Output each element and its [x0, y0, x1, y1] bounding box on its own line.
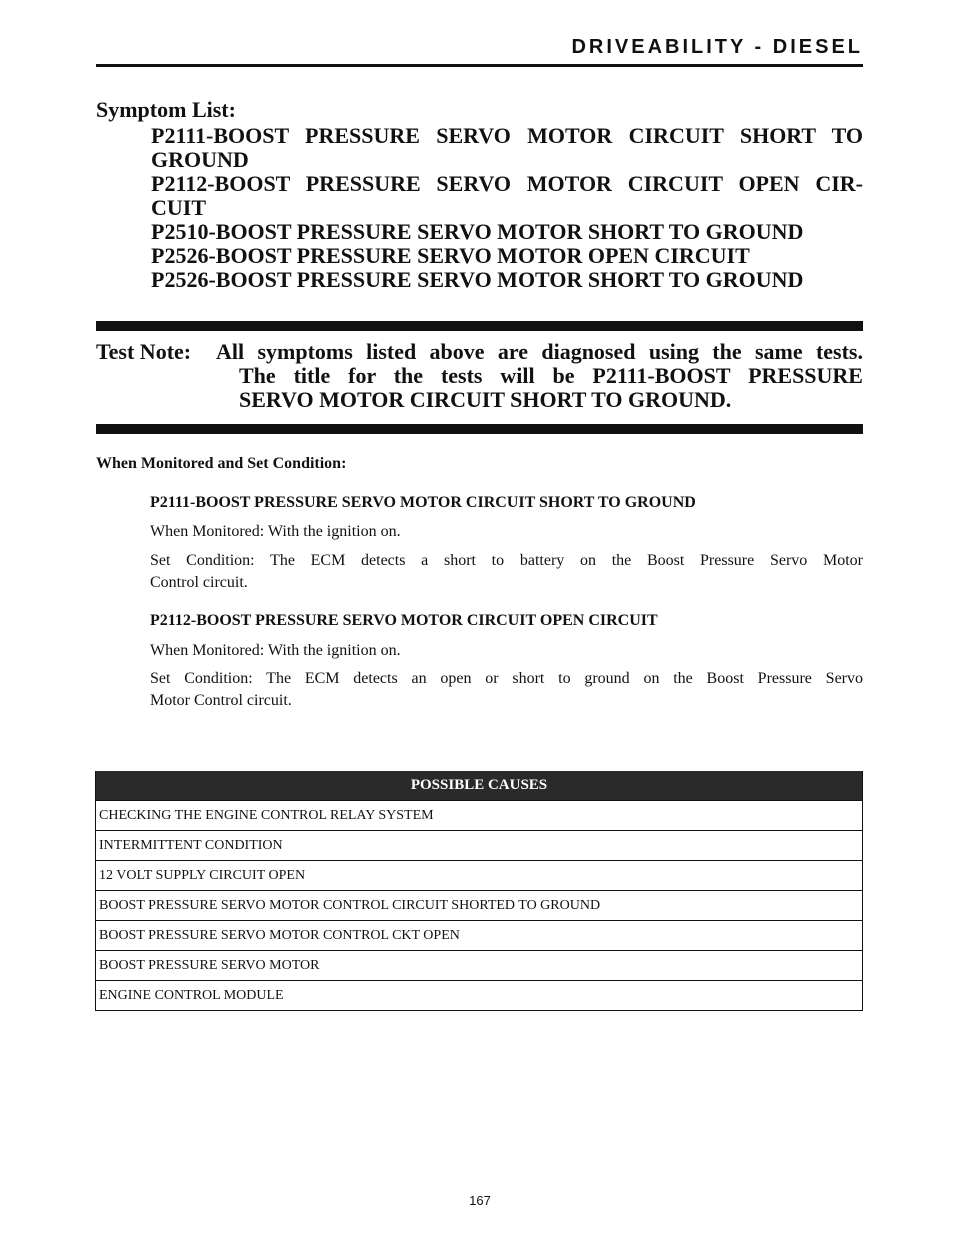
- symptom-line: P2112-BOOST PRESSURE SERVO MOTOR CIRCUIT OPEN CIR-: [151, 171, 863, 196]
- possible-cause-row: CHECKING THE ENGINE CONTROL RELAY SYSTEM: [96, 800, 862, 830]
- set-condition-text: [150, 550, 863, 594]
- set-condition-line: Set Condition: The ECM detects a short to battery on the Boost Pressure Servo Motor: [150, 552, 863, 569]
- possible-causes-table: [95, 771, 863, 1011]
- page-number: 167: [469, 1193, 491, 1208]
- test-note-line: All symptoms listed above are diagnosed using the same tests.: [216, 339, 863, 364]
- set-condition-line: Control circuit.: [150, 574, 248, 591]
- test-note-label: Test Note:: [96, 339, 192, 364]
- header-rule: [96, 64, 863, 67]
- symptom-line: GROUND: [151, 147, 249, 172]
- when-monitored-text: When Monitored: With the ignition on.: [150, 523, 401, 540]
- symptom-line: P2111-BOOST PRESSURE SERVO MOTOR CIRCUIT SHORT TO: [151, 123, 863, 148]
- set-condition-text: [150, 668, 863, 712]
- section-divider-bar: [96, 424, 863, 434]
- symptom-list-title: Symptom List:: [96, 97, 236, 122]
- set-condition-line: Motor Control circuit.: [150, 692, 292, 709]
- test-note-line: SERVO MOTOR CIRCUIT SHORT TO GROUND.: [239, 387, 732, 412]
- symptom-line: P2526-BOOST PRESSURE SERVO MOTOR SHORT TO GROUND: [151, 267, 804, 292]
- dtc-title: P2111-BOOST PRESSURE SERVO MOTOR CIRCUIT SHORT TO GROUND: [150, 494, 696, 511]
- symptom-line: CUIT: [151, 195, 207, 220]
- possible-cause-row: BOOST PRESSURE SERVO MOTOR: [96, 950, 862, 980]
- possible-cause-row: 12 VOLT SUPPLY CIRCUIT OPEN: [96, 860, 862, 890]
- set-condition-line: Set Condition: The ECM detects an open or short to ground on the Boost Pressure Servo: [150, 670, 863, 687]
- possible-cause-row: BOOST PRESSURE SERVO MOTOR CONTROL CKT OPEN: [96, 920, 862, 950]
- possible-cause-row: INTERMITTENT CONDITION: [96, 830, 862, 860]
- possible-causes-header: POSSIBLE CAUSES: [96, 771, 862, 800]
- dtc-title: P2112-BOOST PRESSURE SERVO MOTOR CIRCUIT OPEN CIRCUIT: [150, 612, 658, 629]
- symptom-line: P2510-BOOST PRESSURE SERVO MOTOR SHORT TO GROUND: [151, 219, 804, 244]
- symptom-line: P2526-BOOST PRESSURE SERVO MOTOR OPEN CIRCUIT: [151, 243, 750, 268]
- section-divider-bar: [96, 321, 863, 331]
- monitored-section-title: When Monitored and Set Condition:: [96, 455, 347, 472]
- possible-cause-row: BOOST PRESSURE SERVO MOTOR CONTROL CIRCUIT SHORTED TO GROUND: [96, 890, 862, 920]
- test-note-line: The title for the tests will be P2111-BOOST PRESSURE: [239, 363, 863, 388]
- symptom-list: [151, 124, 863, 292]
- possible-cause-row: ENGINE CONTROL MODULE: [96, 980, 862, 1010]
- test-note-body: [216, 340, 863, 412]
- when-monitored-text: When Monitored: With the ignition on.: [150, 642, 401, 659]
- page-header-title: DRIVEABILITY - DIESEL: [571, 36, 863, 58]
